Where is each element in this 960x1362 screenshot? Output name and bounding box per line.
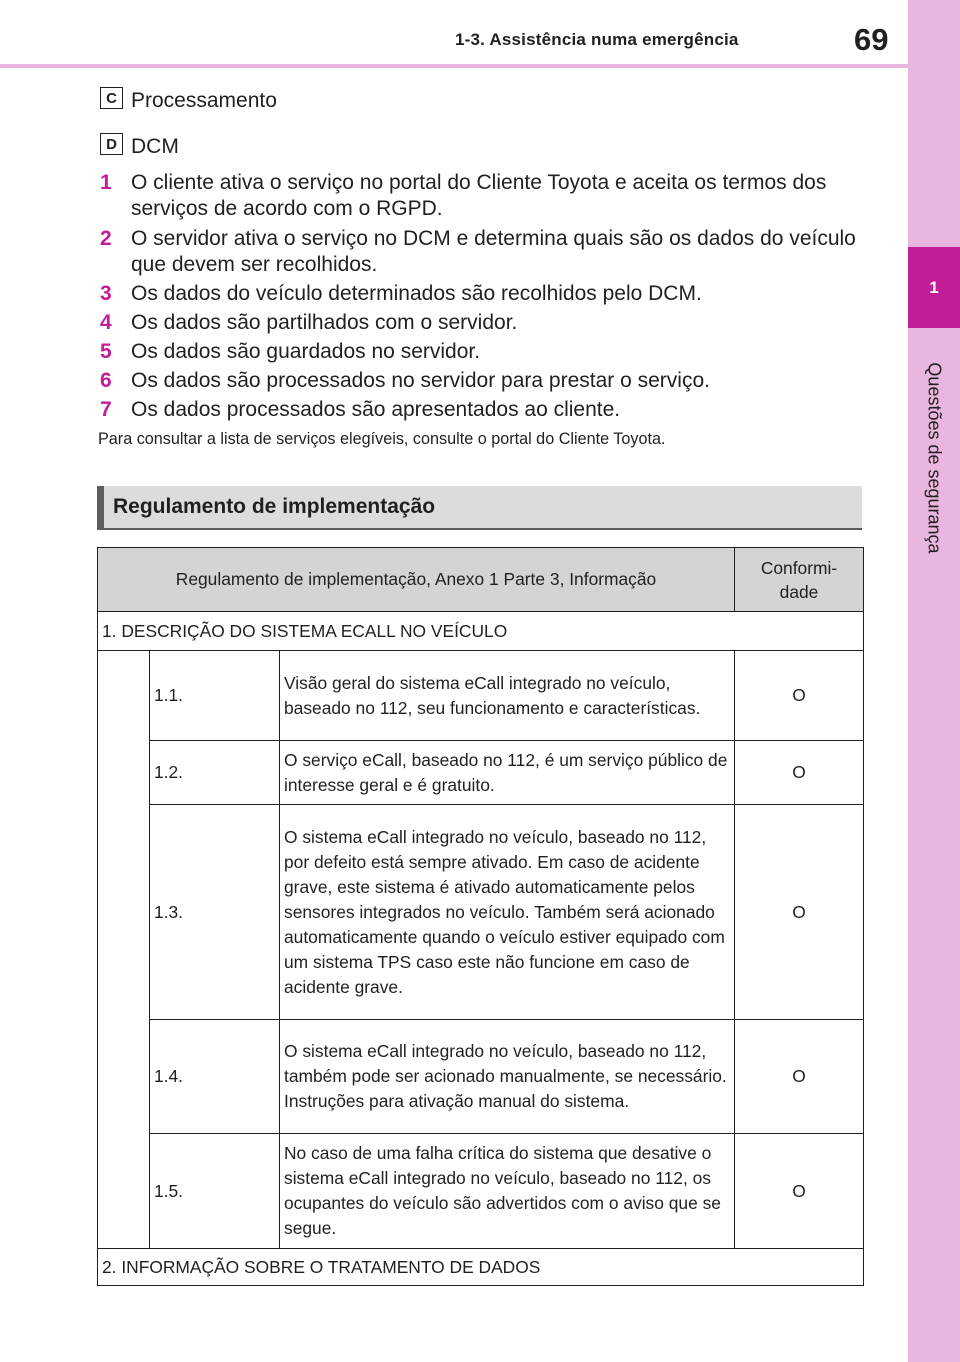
step-7 xyxy=(100,397,860,423)
step-3 xyxy=(100,281,860,307)
step-1 xyxy=(100,170,860,222)
row-number: 1.1. xyxy=(150,651,280,741)
section-1-cell: 1. DESCRIÇÃO DO SISTEMA ECALL NO VEÍCULO xyxy=(98,612,864,651)
step-number: 2 xyxy=(100,227,112,250)
table-row xyxy=(98,1020,864,1134)
chapter-label: Questões de segurança xyxy=(924,362,945,554)
step-4 xyxy=(100,310,860,336)
row-description: No caso de uma falha crítica do sistema que desative o sistema eCall integrado no veículo, baseado no 112, os ocupantes do veículo são advertidos com o aviso que se segue. xyxy=(280,1134,735,1249)
section-title: Regulamento de implementação xyxy=(113,495,436,518)
legend-letter-c: C xyxy=(100,87,123,109)
step-number: 7 xyxy=(100,398,112,421)
row-number: 1.3. xyxy=(150,805,280,1020)
chapter-tab xyxy=(908,247,960,328)
section-heading xyxy=(97,486,862,530)
table-row xyxy=(98,805,864,1020)
row-conformity: O xyxy=(735,1020,864,1134)
table-row xyxy=(98,741,864,805)
step-number: 3 xyxy=(100,282,112,305)
header-info-cell: Regulamento de implementação, Anexo 1 Parte 3, Informação xyxy=(98,548,735,612)
table-row xyxy=(98,1134,864,1249)
row-number: 1.5. xyxy=(150,1134,280,1249)
step-text: Os dados são guardados no servidor. xyxy=(131,340,481,363)
legend-text-processing: Processamento xyxy=(131,89,277,112)
indent-cell xyxy=(98,651,150,1249)
row-conformity: O xyxy=(735,741,864,805)
section-2-cell: 2. INFORMAÇÃO SOBRE O TRATAMENTO DE DADOS xyxy=(98,1249,864,1286)
step-text: O servidor ativa o serviço no DCM e determina quais são os dados do veículo que devem ser recolhidos. xyxy=(131,227,856,276)
step-6 xyxy=(100,368,860,394)
row-description: O sistema eCall integrado no veículo, baseado no 112, por defeito está sempre ativado. Em caso de acidente grave, este sistema é ativado automaticamente pelos sensores integrados no veículo. Também será acionado automaticamente quando o veículo estiver equipado com um sistema TPS caso este não funcione em caso de acidente grave. xyxy=(280,805,735,1020)
step-number: 4 xyxy=(100,311,112,334)
row-conformity: O xyxy=(735,651,864,741)
table-row xyxy=(98,651,864,741)
step-2 xyxy=(100,226,860,278)
step-text: Os dados do veículo determinados são recolhidos pelo DCM. xyxy=(131,282,702,305)
step-text: Os dados são partilhados com o servidor. xyxy=(131,311,518,334)
step-number: 1 xyxy=(100,171,112,194)
step-number: 6 xyxy=(100,369,112,392)
row-conformity: O xyxy=(735,805,864,1020)
chapter-number: 1 xyxy=(929,277,939,297)
table-section-row xyxy=(98,1249,864,1286)
step-5 xyxy=(100,339,860,365)
row-number: 1.2. xyxy=(150,741,280,805)
step-text: O cliente ativa o serviço no portal do Cliente Toyota e aceita os termos dos serviços de acordo com o RGPD. xyxy=(131,171,827,220)
note-text: Para consultar a lista de serviços elegíveis, consulte o portal do Cliente Toyota. xyxy=(98,430,666,448)
table-header-row xyxy=(98,548,864,612)
row-number: 1.4. xyxy=(150,1020,280,1134)
row-description: O sistema eCall integrado no veículo, baseado no 112, também pode ser acionado manualmente, se necessário. Instruções para ativação manual do sistema. xyxy=(280,1020,735,1134)
page-header-title: 1-3. Assistência numa emergência xyxy=(455,30,739,49)
table-section-row xyxy=(98,612,864,651)
row-description: O serviço eCall, baseado no 112, é um serviço público de interesse geral e é gratuito. xyxy=(280,741,735,805)
step-number: 5 xyxy=(100,340,112,363)
step-text: Os dados processados são apresentados ao cliente. xyxy=(131,398,621,421)
step-text: Os dados são processados no servidor para prestar o serviço. xyxy=(131,369,710,392)
header-conformity-cell: Conformi- dade xyxy=(735,548,864,612)
page-number: 69 xyxy=(854,22,889,57)
side-tab-bar xyxy=(908,0,960,1362)
legend-text-dcm: DCM xyxy=(131,135,179,158)
row-conformity: O xyxy=(735,1134,864,1249)
row-description: Visão geral do sistema eCall integrado no veículo, baseado no 112, seu funcionamento e características. xyxy=(280,651,735,741)
legend-letter-d: D xyxy=(100,133,123,155)
header-rule xyxy=(0,64,908,68)
regulation-table xyxy=(97,547,864,1286)
